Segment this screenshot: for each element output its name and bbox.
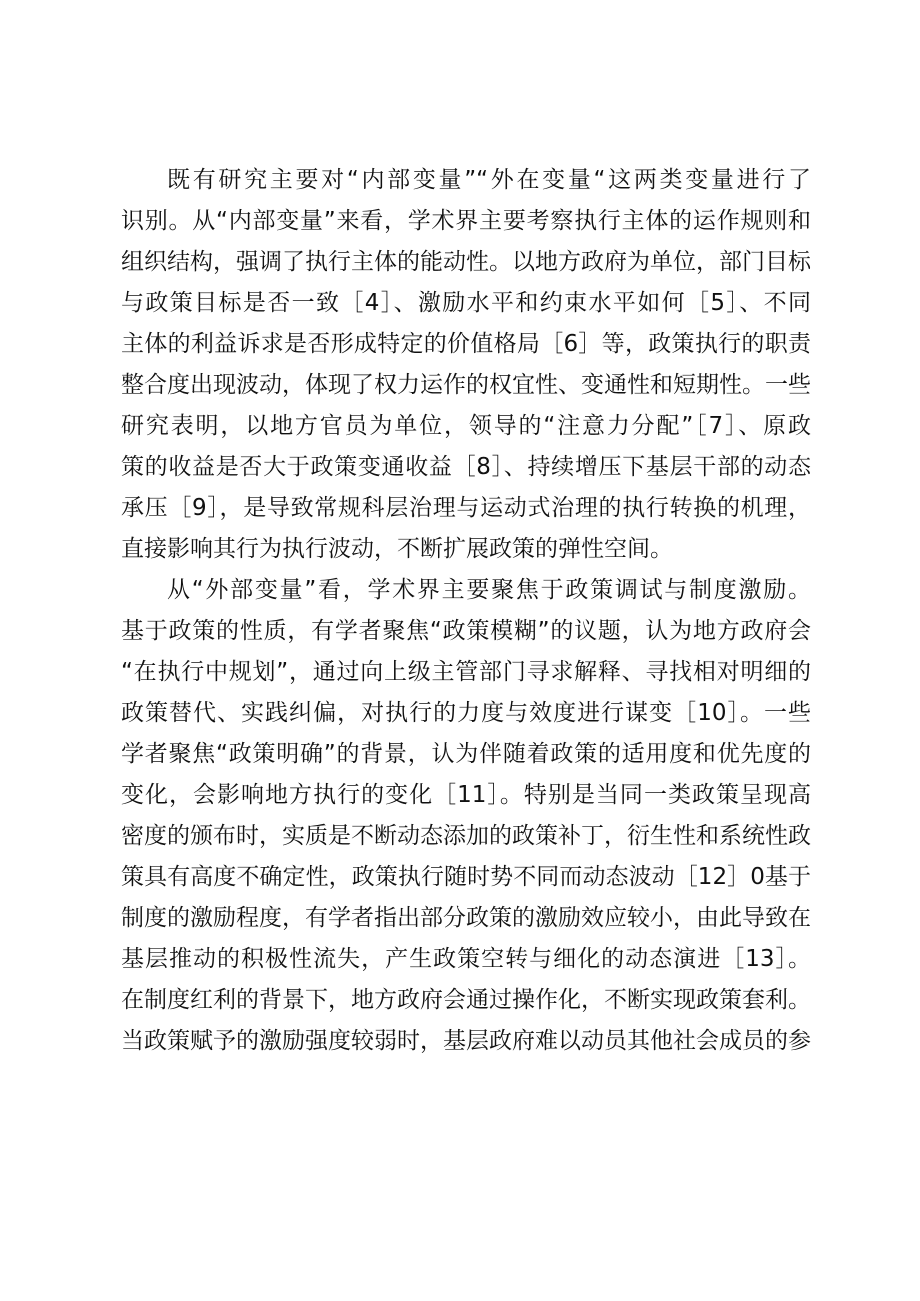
text-line: 学者聚焦“政策明确”的背景，认为伴随着政策的适用度和优先度的 [121, 741, 811, 767]
text-line: 承压［9］，是导致常规科层治理与运动式治理的执行转换的机理， [121, 495, 811, 521]
paragraph-internal-variables [121, 160, 811, 570]
text-line: 主体的利益诉求是否形成特定的价值格局［6］等，政策执行的职责 [121, 331, 811, 357]
body-text [121, 160, 811, 1062]
text-line: 在制度红利的背景下，地方政府会通过操作化，不断实现政策套利。 [121, 987, 811, 1013]
text-line: 组织结构，强调了执行主体的能动性。以地方政府为单位，部门目标 [121, 249, 811, 275]
text-line: 策的收益是否大于政策变通收益［8］、持续增压下基层干部的动态 [121, 454, 811, 480]
text-line: “在执行中规划”，通过向上级主管部门寻求解释、寻找相对明细的 [121, 659, 811, 685]
text-line: 当政策赋予的激励强度较弱时，基层政府难以动员其他社会成员的参 [121, 1028, 811, 1054]
text-line: 策具有高度不确定性，政策执行随时势不同而动态波动［12］0基于 [121, 864, 811, 890]
text-line: 研究表明，以地方官员为单位，领导的“注意力分配”［7］、原政 [121, 413, 811, 439]
text-line: 制度的激励程度，有学者指出部分政策的激励效应较小，由此导致在 [121, 905, 811, 931]
text-line: 识别。从“内部变量”来看，学术界主要考察执行主体的运作规则和 [121, 208, 811, 234]
text-line: 既有研究主要对“内部变量”“外在变量“这两类变量进行了 [167, 167, 811, 193]
text-line: 密度的颁布时，实质是不断动态添加的政策补丁，衍生性和系统性政 [121, 823, 811, 849]
text-line: 基于政策的性质，有学者聚焦“政策模糊”的议题，认为地方政府会 [121, 618, 811, 644]
text-line: 直接影响其行为执行波动，不断扩展政策的弹性空间。 [121, 536, 673, 562]
text-line: 基层推动的积极性流失，产生政策空转与细化的动态演进［13］。 [121, 946, 811, 972]
text-line: 变化，会影响地方执行的变化［11］。特别是当同一类政策呈现高 [121, 782, 811, 808]
text-line: 整合度出现波动，体现了权力运作的权宜性、变通性和短期性。一些 [121, 372, 811, 398]
text-line: 政策替代、实践纠偏，对执行的力度与效度进行谋变［10］。一些 [121, 700, 811, 726]
paragraph-external-variables [121, 570, 811, 1062]
text-line: 从“外部变量”看，学术界主要聚焦于政策调试与制度激励。 [167, 577, 811, 603]
text-line: 与政策目标是否一致［4］、激励水平和约束水平如何［5］、不同 [121, 290, 811, 316]
